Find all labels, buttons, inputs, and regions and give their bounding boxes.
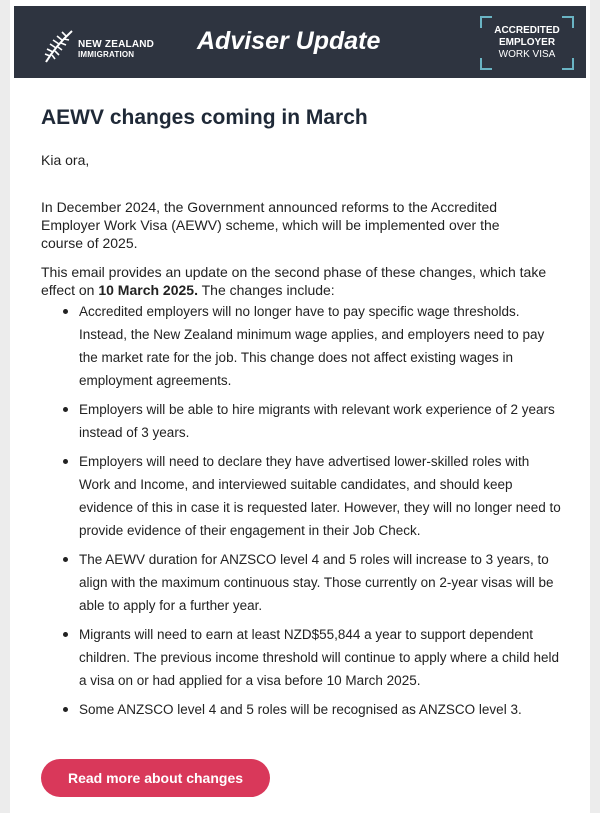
badge-line1: ACCREDITED [494,25,560,36]
bullet-icon [63,309,68,314]
bullet-icon [63,459,68,464]
list-item [41,698,561,721]
logo-text-line2: IMMIGRATION [78,50,135,59]
article-heading: AEWV changes coming in March [41,106,368,129]
changes-list [41,300,561,727]
article-heading-wrap [41,106,561,130]
update-paragraph [41,263,561,299]
bullet-icon [63,407,68,412]
list-item [41,623,561,692]
update-text: This email provides an update on the second phase of these changes, which take effect on [41,264,547,298]
change-text: Some ANZSCO level 4 and 5 roles will be recognised as ANZSCO level 3. [79,702,522,717]
intro-paragraph: In December 2024, the Government announced reforms to the Accredited Employer Work Visa (AEWV) scheme, which will be implemented over the course of 2025. [41,199,500,251]
aewv-badge [480,16,574,70]
badge-line3: WORK VISA [498,49,556,60]
change-text: Employers will be able to hire migrants with relevant work experience of 2 years instead of 3 years. [79,402,555,440]
list-item [41,548,561,617]
change-text: Accredited employers will no longer have to pay specific wage thresholds. Instead, the New Zealand minimum wage applies, and employers need to pay the market rate for the job. This change does not affect existing wages in employment agreements. [79,304,545,388]
list-item [41,398,561,444]
bullet-icon [63,557,68,562]
badge-line2: EMPLOYER [498,37,556,48]
email-header [14,6,586,78]
nz-immigration-logo [42,28,172,64]
greeting: Kia ora, [41,152,90,168]
newsletter-title: Adviser Update [197,27,381,55]
list-item [41,300,561,392]
list-item [41,450,561,542]
bullet-icon [63,707,68,712]
read-more-button[interactable]: Read more about changes [41,759,270,797]
silver-fern-icon [42,28,76,64]
logo-text-line1: NEW ZEALAND [78,39,155,50]
change-text: Migrants will need to earn at least NZD$55,844 a year to support dependent children. The previous income threshold will continue to apply where a child held a visa on or had applied for a visa before 10 March 2025. [79,627,560,688]
effective-date: 10 March 2025. [98,282,198,298]
change-text: Employers will need to declare they have advertised lower-skilled roles with Work and Income, and interviewed suitable candidates, and should keep evidence of this in case it is requested later. However, they will no longer need to provide evidence of their engagement in their Job Check. [79,454,561,538]
bullet-icon [63,632,68,637]
change-text: The AEWV duration for ANZSCO level 4 and 5 roles will increase to 3 years, to align with the maximum continuous stay. Those currently on 2-year visas will be able to apply for a further year. [79,552,554,613]
update-text-end: The changes include: [197,282,335,298]
